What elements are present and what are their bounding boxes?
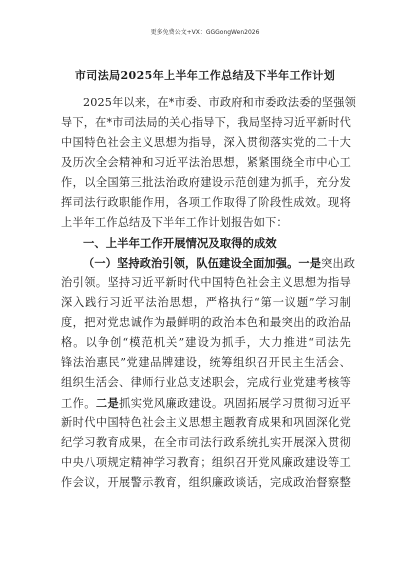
intro-line: 作，以全国第三批法治政府建设示范创建为抓手，充分发 xyxy=(61,176,351,189)
subsection-first-line xyxy=(61,253,356,273)
paragraph-line: 格。以争创“模范机关”建设为抓手，大力推进“司法先 xyxy=(61,336,351,349)
subsection-heading: （一）坚持政治引领，队伍建设全面加强。 xyxy=(83,256,299,270)
paragraph-text: 工作。 xyxy=(61,397,96,410)
paragraph-text: 抓实党风廉政建设。巩固拓展学习贯彻习近平 xyxy=(119,397,351,410)
section-heading: 一、上半年工作开展情况及取得的成效 xyxy=(83,236,277,250)
paragraph-line: 治引领。坚持习近平新时代中国特色社会主义思想为指导 xyxy=(61,276,351,289)
point-marker: 二是 xyxy=(95,396,120,410)
intro-line: 及历次全会精神和习近平法治思想，紧紧围绕全市中心工 xyxy=(61,156,351,169)
intro-line: 中国特色社会主义思想为指导，深入贯彻落实党的二十大 xyxy=(61,136,351,149)
document-body xyxy=(61,93,356,493)
paragraph-line xyxy=(61,393,351,413)
intro-line: 2025年以来，在*市委、市政府和市委政法委的坚强领 xyxy=(83,96,356,109)
paragraph-line: 度，把对党忠诚作为最鲜明的政治本色和最突出的政治品 xyxy=(61,316,351,329)
paragraph-line: 锋法治惠民”党建品牌建设，统筹组织召开民主生活会、 xyxy=(61,356,351,369)
paragraph-line: 深入践行习近平法治思想，严格执行“第一议题”学习制 xyxy=(61,296,351,309)
paragraph-line: 纪学习教育成果，在全市司法行政系统扎实开展深入贯彻 xyxy=(61,436,351,449)
paragraph-line: 新时代中国特色社会主义思想主题教育成果和巩固深化党 xyxy=(61,416,351,429)
document-title: 市司法局2025年上半年工作总结及下半年工作计划 xyxy=(74,69,336,82)
intro-line: 上半年工作总结及下半年工作计划报告如下： xyxy=(61,216,288,229)
paragraph-line: 中央八项规定精神学习教育；组织召开党风廉政建设等工 xyxy=(61,456,351,469)
intro-line: 导下，在*市司法局的关心指导下，我局坚持习近平新时代 xyxy=(61,116,351,129)
paragraph-line: 作会议，开展警示教育，组织廉政谈话，完成政治督察整 xyxy=(61,476,351,489)
header-note: 更多免费公文+VX：GGGongWen2026 xyxy=(150,29,260,36)
paragraph-line: 组织生活会、律师行业总支述职会，完成行业党建考核等 xyxy=(61,376,351,389)
paragraph-text: 突出政 xyxy=(321,257,356,270)
point-marker: 一是 xyxy=(298,256,322,270)
intro-line: 挥司法行政职能作用，各项工作取得了阶段性成效。现将 xyxy=(61,196,351,209)
